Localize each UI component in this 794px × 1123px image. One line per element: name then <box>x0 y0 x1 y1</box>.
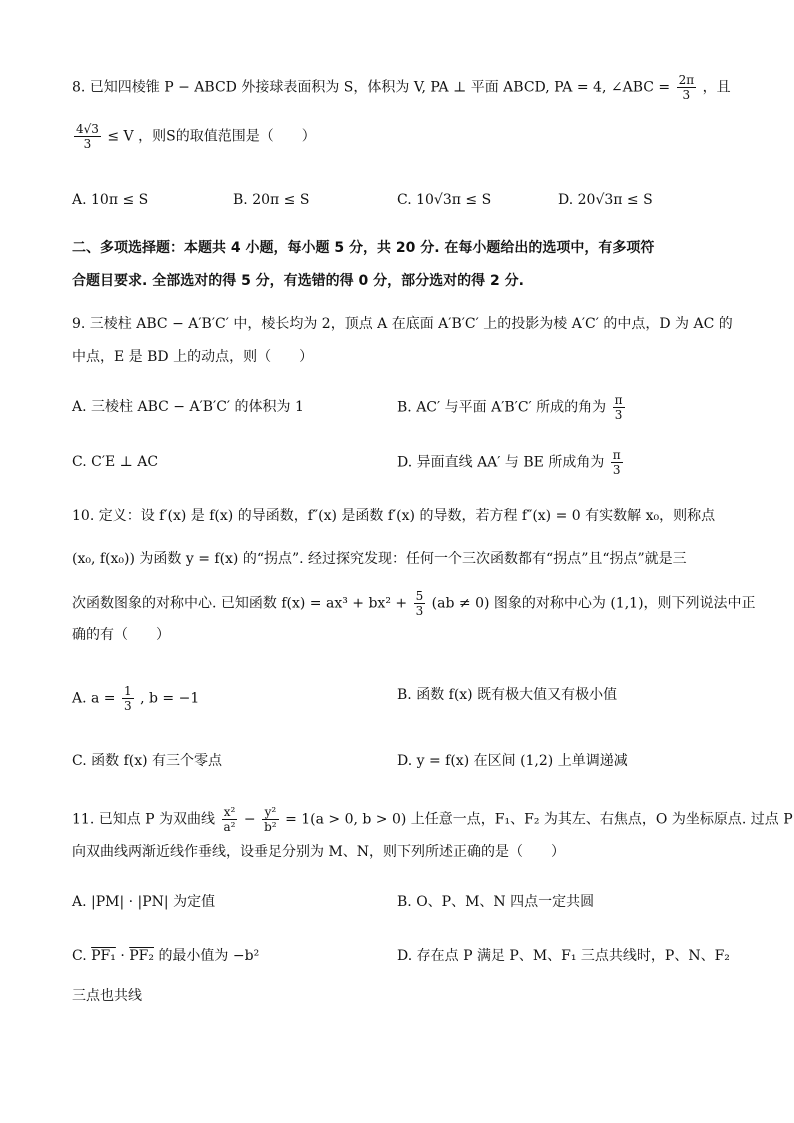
q11-stem-line2: 向双曲线两渐近线作垂线，设垂足分别为 M、N，则下列所述正确的是（ ） <box>72 844 566 860</box>
q11-option-d: D. 存在点 P 满足 P、M、F₁ 三点共线时，P、N、F₂ <box>397 948 730 964</box>
q9-option-a: A. 三棱柱 ABC − A′B′C′ 的体积为 1 <box>72 399 304 415</box>
q11-fraction-y: $\frac{\text{y²}}{\text{b²}}$ <box>264 805 277 834</box>
q9-option-b: B. AC′ 与平面 A′B′C′ 所成的角为 $\frac{\pi}{3}$ <box>397 393 623 422</box>
q9-option-d: D. 异面直线 AA′ 与 BE 所成角为 $\frac{\pi}{3}$ <box>397 448 621 477</box>
q10-fraction: $\frac{5}{3}$ <box>415 589 424 618</box>
q9-stem-line2: 中点，E 是 BD 上的动点，则（ ） <box>72 349 314 365</box>
q10-option-a-fraction: $\frac{1}{3}$ <box>124 684 132 713</box>
q8-stem-end: ，且 <box>702 79 731 96</box>
q11-fraction-x: $\frac{\text{x²}}{\text{a²}}$ <box>223 805 236 834</box>
q11-option-c: C. PF₁ · PF₂ 的最小值为 −b² <box>72 948 260 964</box>
section2-heading-line1: 二、多项选择题：本题共 4 小题，每小题 5 分，共 20 分. 在每小题给出的选项中，有多项符 <box>72 240 655 256</box>
q10-option-a: A. a = $\frac{1}{3}$ , b = −1 <box>72 684 200 713</box>
q8-fraction-volume: $\frac{4√3}{3}$ <box>76 122 99 151</box>
q9-stem-line1: 9. 三棱柱 ABC − A′B′C′ 中，棱长均为 2，顶点 A 在底面 A′B′C′ 上的投影为棱 A′C′ 的中点，D 为 AC 的 <box>72 316 733 332</box>
q11-vector-pf2: PF₂ <box>129 948 154 964</box>
q11-option-a: A. |PM| · |PN| 为定值 <box>72 894 216 910</box>
section2-heading-line2: 合题目要求. 全部选对的得 5 分，有选错的得 0 分，部分选对的得 2 分. <box>72 273 524 289</box>
q10-stem-line2: (x₀, f(x₀)) 为函数 y = f(x) 的“拐点”. 经过探究发现：任何一个三次函数都有“拐点”且“拐点”就是三 <box>72 551 687 567</box>
q8-stem-text: 8. 已知四棱锥 P − ABCD 外接球表面积为 S，体积为 V, PA ⊥ 平面 ABCD, PA = 4, ∠ABC = <box>72 79 671 96</box>
q8-option-d: D. 20√3π ≤ S <box>558 192 653 208</box>
q11-vector-pf1: PF₁ <box>91 948 116 964</box>
q8-option-b: B. 20π ≤ S <box>233 192 310 208</box>
q10-stem-line1: 10. 定义：设 f′(x) 是 f(x) 的导函数，f″(x) 是函数 f′(x) 的导数，若方程 f″(x) = 0 有实数解 x₀，则称点 <box>72 508 716 524</box>
q11-option-d-continued: 三点也共线 <box>72 988 142 1004</box>
q10-option-d: D. y = f(x) 在区间 (1,2) 上单调递减 <box>397 753 628 769</box>
q8-option-a: A. 10π ≤ S <box>72 192 149 208</box>
q8-stem-text2: ≤ V ，则S的取值范围是（ ） <box>107 128 316 145</box>
q10-option-c: C. 函数 f(x) 有三个零点 <box>72 753 223 769</box>
q11-stem-line1: 11. 已知点 P 为双曲线 $\frac{\text{x²}}{\text{a²}}$ − $\frac{\text{y²}}{\text{b²}}$ = 1(a > 0, b > 0) 上任意一点，F₁、F₂ 为其左、右焦点，O 为坐标原点. 过点 P <box>72 805 793 834</box>
q8-stem-line2 <box>72 122 316 151</box>
q11-option-b: B. O、P、M、N 四点一定共圆 <box>397 894 595 910</box>
q8-fraction-angle: $\frac{2\pi}{3}$ <box>678 73 695 102</box>
q10-stem-line3: 次函数图象的对称中心. 已知函数 f(x) = ax³ + bx² + $\frac{5}{3}$ (ab ≠ 0) 图象的对称中心为 (1,1)，则下列说法中正 <box>72 589 756 618</box>
q8-option-c: C. 10√3π ≤ S <box>397 192 492 208</box>
q9-option-c: C. C′E ⊥ AC <box>72 454 159 470</box>
q10-stem-line4: 确的有（ ） <box>72 627 170 643</box>
q8-stem-line1 <box>72 73 731 102</box>
q9-option-b-fraction: $\frac{\pi}{3}$ <box>614 393 623 422</box>
q9-option-d-fraction: $\frac{\pi}{3}$ <box>612 448 621 477</box>
q10-option-b: B. 函数 f(x) 既有极大值又有极小值 <box>397 687 618 703</box>
